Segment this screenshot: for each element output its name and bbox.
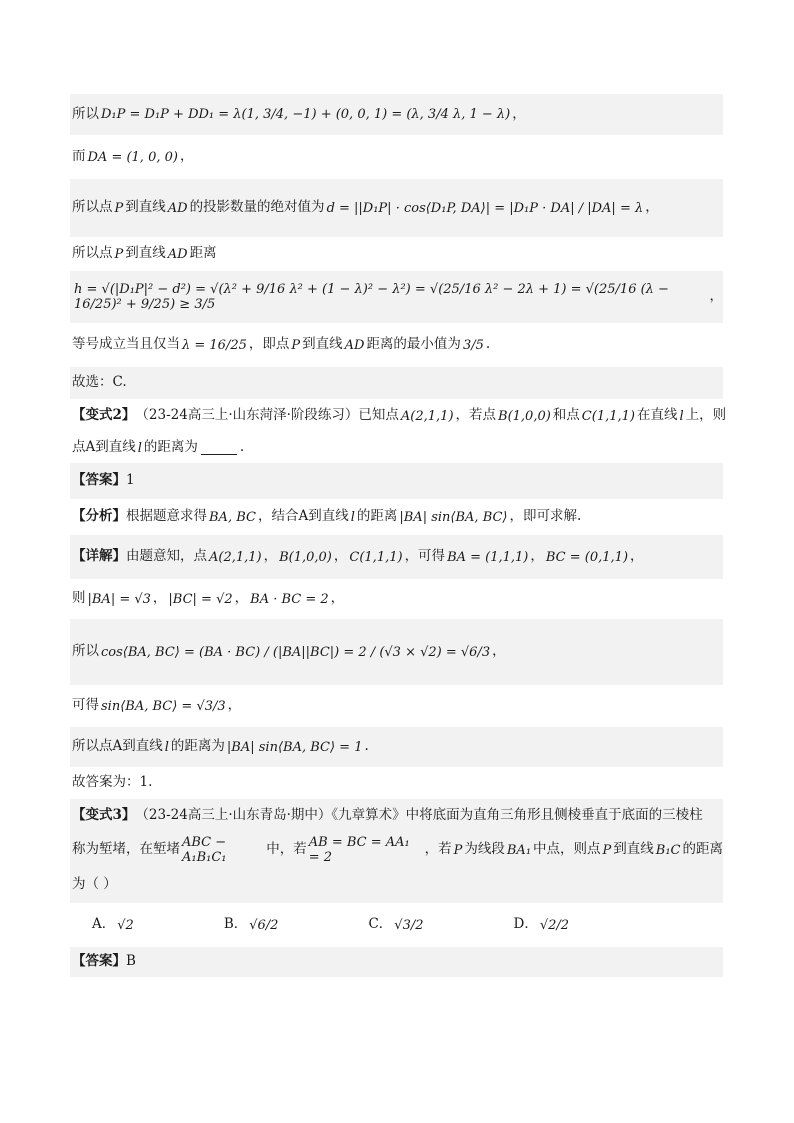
text-run: 等号成立当且仅当 bbox=[72, 336, 180, 353]
text-run: 称为堑堵，在堑堵 bbox=[72, 841, 180, 858]
text-run: 则 bbox=[72, 590, 86, 607]
text-run: ， bbox=[512, 105, 526, 122]
math-expression: λ = 16/25 bbox=[182, 337, 247, 353]
math-expression: d = ||D₁P| · cos⟨D₁P, DA⟩| = |D₁P · DA| / |DA| = λ bbox=[326, 200, 644, 216]
text-line bbox=[70, 271, 723, 323]
text-run: ， bbox=[630, 548, 644, 565]
text-run: B． bbox=[223, 916, 248, 933]
math-expression: |BA| sin⟨BA, BC⟩ = 1 bbox=[226, 739, 363, 755]
math-expression: l bbox=[137, 440, 142, 456]
text-run: 到直线 bbox=[613, 841, 654, 858]
math-expression: BA, BC bbox=[209, 509, 256, 525]
math-expression: P bbox=[602, 842, 612, 858]
math-expression: C(1,1,1) bbox=[581, 408, 635, 424]
math-expression: P bbox=[114, 200, 124, 216]
math-expression: DA = (1, 0, 0) bbox=[87, 149, 178, 165]
text-line bbox=[70, 947, 723, 977]
text-run: 可得 bbox=[72, 697, 99, 714]
text-line bbox=[70, 767, 723, 799]
answer-blank bbox=[201, 442, 237, 455]
text-run: 而 bbox=[72, 148, 86, 165]
text-run: ， bbox=[152, 590, 167, 607]
text-run: ， bbox=[179, 148, 194, 165]
text-run: ， bbox=[645, 199, 659, 216]
text-run: ，若点 bbox=[455, 407, 497, 424]
text-run: B bbox=[126, 953, 136, 970]
math-expression: 3/5 bbox=[462, 337, 484, 353]
text-run: 到直线 bbox=[302, 336, 343, 353]
math-expression: P bbox=[291, 337, 301, 353]
math-expression: BA₁ bbox=[506, 842, 532, 858]
math-expression: |BC| = √2 bbox=[168, 591, 233, 607]
text-line bbox=[70, 685, 723, 727]
text-run: 所以 bbox=[72, 643, 99, 660]
math-expression: √6/2 bbox=[249, 917, 279, 933]
text-line bbox=[70, 727, 723, 767]
text-run: 到直线 bbox=[125, 199, 166, 216]
text-run: 点A到直线 bbox=[72, 439, 136, 456]
text-run: 的距离 bbox=[682, 841, 723, 858]
text-run: 距离的最小值为 bbox=[366, 336, 461, 353]
text-line bbox=[70, 237, 723, 271]
text-line bbox=[70, 499, 723, 535]
text-line bbox=[70, 433, 723, 463]
text-line bbox=[70, 135, 723, 179]
math-expression: l bbox=[679, 408, 684, 424]
section-label: 【分析】 bbox=[72, 508, 126, 525]
text-run: （23-24高三上·山东菏泽·阶段练习）已知点 bbox=[135, 407, 399, 424]
text-line bbox=[70, 399, 727, 433]
text-run: ，可得 bbox=[404, 548, 446, 565]
math-expression: A(2,1,1) bbox=[209, 549, 262, 565]
text-run: C． bbox=[368, 916, 393, 933]
math-expression: √2/2 bbox=[539, 917, 570, 933]
text-line bbox=[70, 323, 723, 367]
text-line bbox=[70, 535, 723, 579]
math-expression: BA · BC = 2 bbox=[250, 591, 329, 607]
math-expression: AD bbox=[167, 200, 188, 216]
text-run: . bbox=[364, 738, 369, 755]
text-run: . bbox=[485, 336, 491, 353]
section-label: 【变式2】 bbox=[72, 407, 136, 424]
text-run: 1 bbox=[126, 472, 135, 489]
math-expression: P bbox=[114, 246, 124, 262]
text-run: 为（ ） bbox=[72, 876, 117, 893]
text-run: A． bbox=[92, 916, 116, 933]
text-line bbox=[70, 94, 723, 135]
math-expression: C(1,1,1) bbox=[349, 549, 403, 565]
document-content bbox=[70, 94, 727, 977]
math-expression: P bbox=[453, 842, 463, 858]
text-run: 由题意知，点 bbox=[126, 548, 207, 565]
text-run: 的距离 bbox=[356, 508, 398, 525]
text-line bbox=[70, 903, 723, 947]
text-run: 距离 bbox=[189, 245, 217, 262]
text-run: 和点 bbox=[552, 407, 580, 424]
math-expression: l bbox=[164, 739, 169, 755]
text-run: ，即点 bbox=[248, 336, 290, 353]
text-line bbox=[70, 179, 723, 237]
text-line bbox=[70, 867, 723, 903]
text-run: 所以点A到直线 bbox=[72, 738, 163, 755]
math-expression: √2 bbox=[117, 917, 134, 933]
text-run: D． bbox=[513, 916, 538, 933]
math-expression: |BA| sin⟨BA, BC⟩ bbox=[399, 509, 508, 525]
section-label: 【变式3】 bbox=[72, 807, 136, 824]
math-expression: cos⟨BA, BC⟩ = (BA · BC) / (|BA||BC|) = 2 / (√3 × √2) = √6/3 bbox=[101, 644, 491, 660]
text-run: ，结合A到直线 bbox=[257, 508, 349, 525]
text-line bbox=[70, 579, 723, 619]
text-run: ， bbox=[530, 548, 544, 565]
text-line bbox=[70, 799, 723, 833]
math-expression: B₁C bbox=[655, 842, 681, 858]
math-expression: A(2,1,1) bbox=[400, 408, 454, 424]
text-run: 的投影数量的绝对值为 bbox=[189, 199, 325, 216]
text-run: ， bbox=[333, 548, 348, 565]
math-expression: B(1,0,0) bbox=[279, 549, 332, 565]
math-expression: |BA| = √3 bbox=[87, 591, 151, 607]
math-expression: AB = BC = AA₁ = 2 bbox=[308, 835, 410, 865]
text-run: 的距离为 bbox=[170, 738, 225, 755]
math-expression: √3/2 bbox=[394, 917, 424, 933]
text-run: 故选：C. bbox=[72, 374, 127, 391]
math-expression: sin⟨BA, BC⟩ = √3/3 bbox=[101, 698, 226, 714]
text-run: ， bbox=[709, 288, 723, 305]
text-run: ， bbox=[492, 643, 506, 660]
section-label: 【答案】 bbox=[72, 953, 126, 970]
section-label: 【答案】 bbox=[72, 472, 126, 489]
math-expression: AD bbox=[167, 246, 188, 262]
text-run: ， bbox=[330, 590, 345, 607]
text-run: 在直线 bbox=[636, 407, 678, 424]
math-expression: BA = (1,1,1) bbox=[447, 549, 529, 565]
text-run: ， bbox=[234, 590, 249, 607]
text-run: 的距离为 bbox=[143, 439, 198, 456]
text-run: ，即可求解. bbox=[509, 508, 582, 525]
math-expression: AD bbox=[344, 337, 365, 353]
math-expression: BC = (0,1,1) bbox=[545, 549, 629, 565]
math-expression: B(1,0,0) bbox=[498, 408, 551, 424]
text-run: 为线段 bbox=[464, 841, 505, 858]
text-line bbox=[70, 367, 723, 399]
math-expression: h = √(|D₁P|² − d²) = √(λ² + 9/16 λ² + (1 − λ)² − λ²) = √(25/16 λ² − 2λ + 1) = √(25/16 (λ − 16/25)² + 9/25) ≥ 3/5 bbox=[74, 282, 669, 312]
text-run: 所以 bbox=[72, 105, 99, 122]
math-expression: l bbox=[350, 509, 355, 525]
text-run: . bbox=[239, 439, 245, 456]
text-run: 中点，则点 bbox=[533, 841, 601, 858]
text-run: 中，若 bbox=[266, 841, 307, 858]
text-run: ，若 bbox=[424, 841, 452, 858]
text-run: 上，则 bbox=[685, 407, 727, 424]
text-line bbox=[70, 833, 723, 867]
math-expression: D₁P = D₁P + DD₁ = λ(1, 3/4, −1) + (0, 0, 1) = (λ, 3/4 λ, 1 − λ) bbox=[101, 107, 511, 122]
math-expression: ABC − A₁B₁C₁ bbox=[182, 835, 227, 865]
text-run: 到直线 bbox=[125, 245, 166, 262]
text-run: （23-24高三上·山东青岛·期中）《九章算术》中将底面为直角三角形且侧棱垂直于底面的三棱柱 bbox=[135, 807, 703, 824]
text-line bbox=[70, 619, 723, 685]
text-line bbox=[70, 463, 723, 499]
text-run: 所以点 bbox=[72, 245, 113, 262]
text-run: 故答案为：1. bbox=[72, 774, 153, 791]
section-label: 【详解】 bbox=[72, 548, 126, 565]
text-run: ， bbox=[227, 697, 242, 714]
text-run: 根据题意求得 bbox=[126, 508, 207, 525]
text-run: ， bbox=[263, 548, 278, 565]
text-run: 所以点 bbox=[72, 199, 113, 216]
